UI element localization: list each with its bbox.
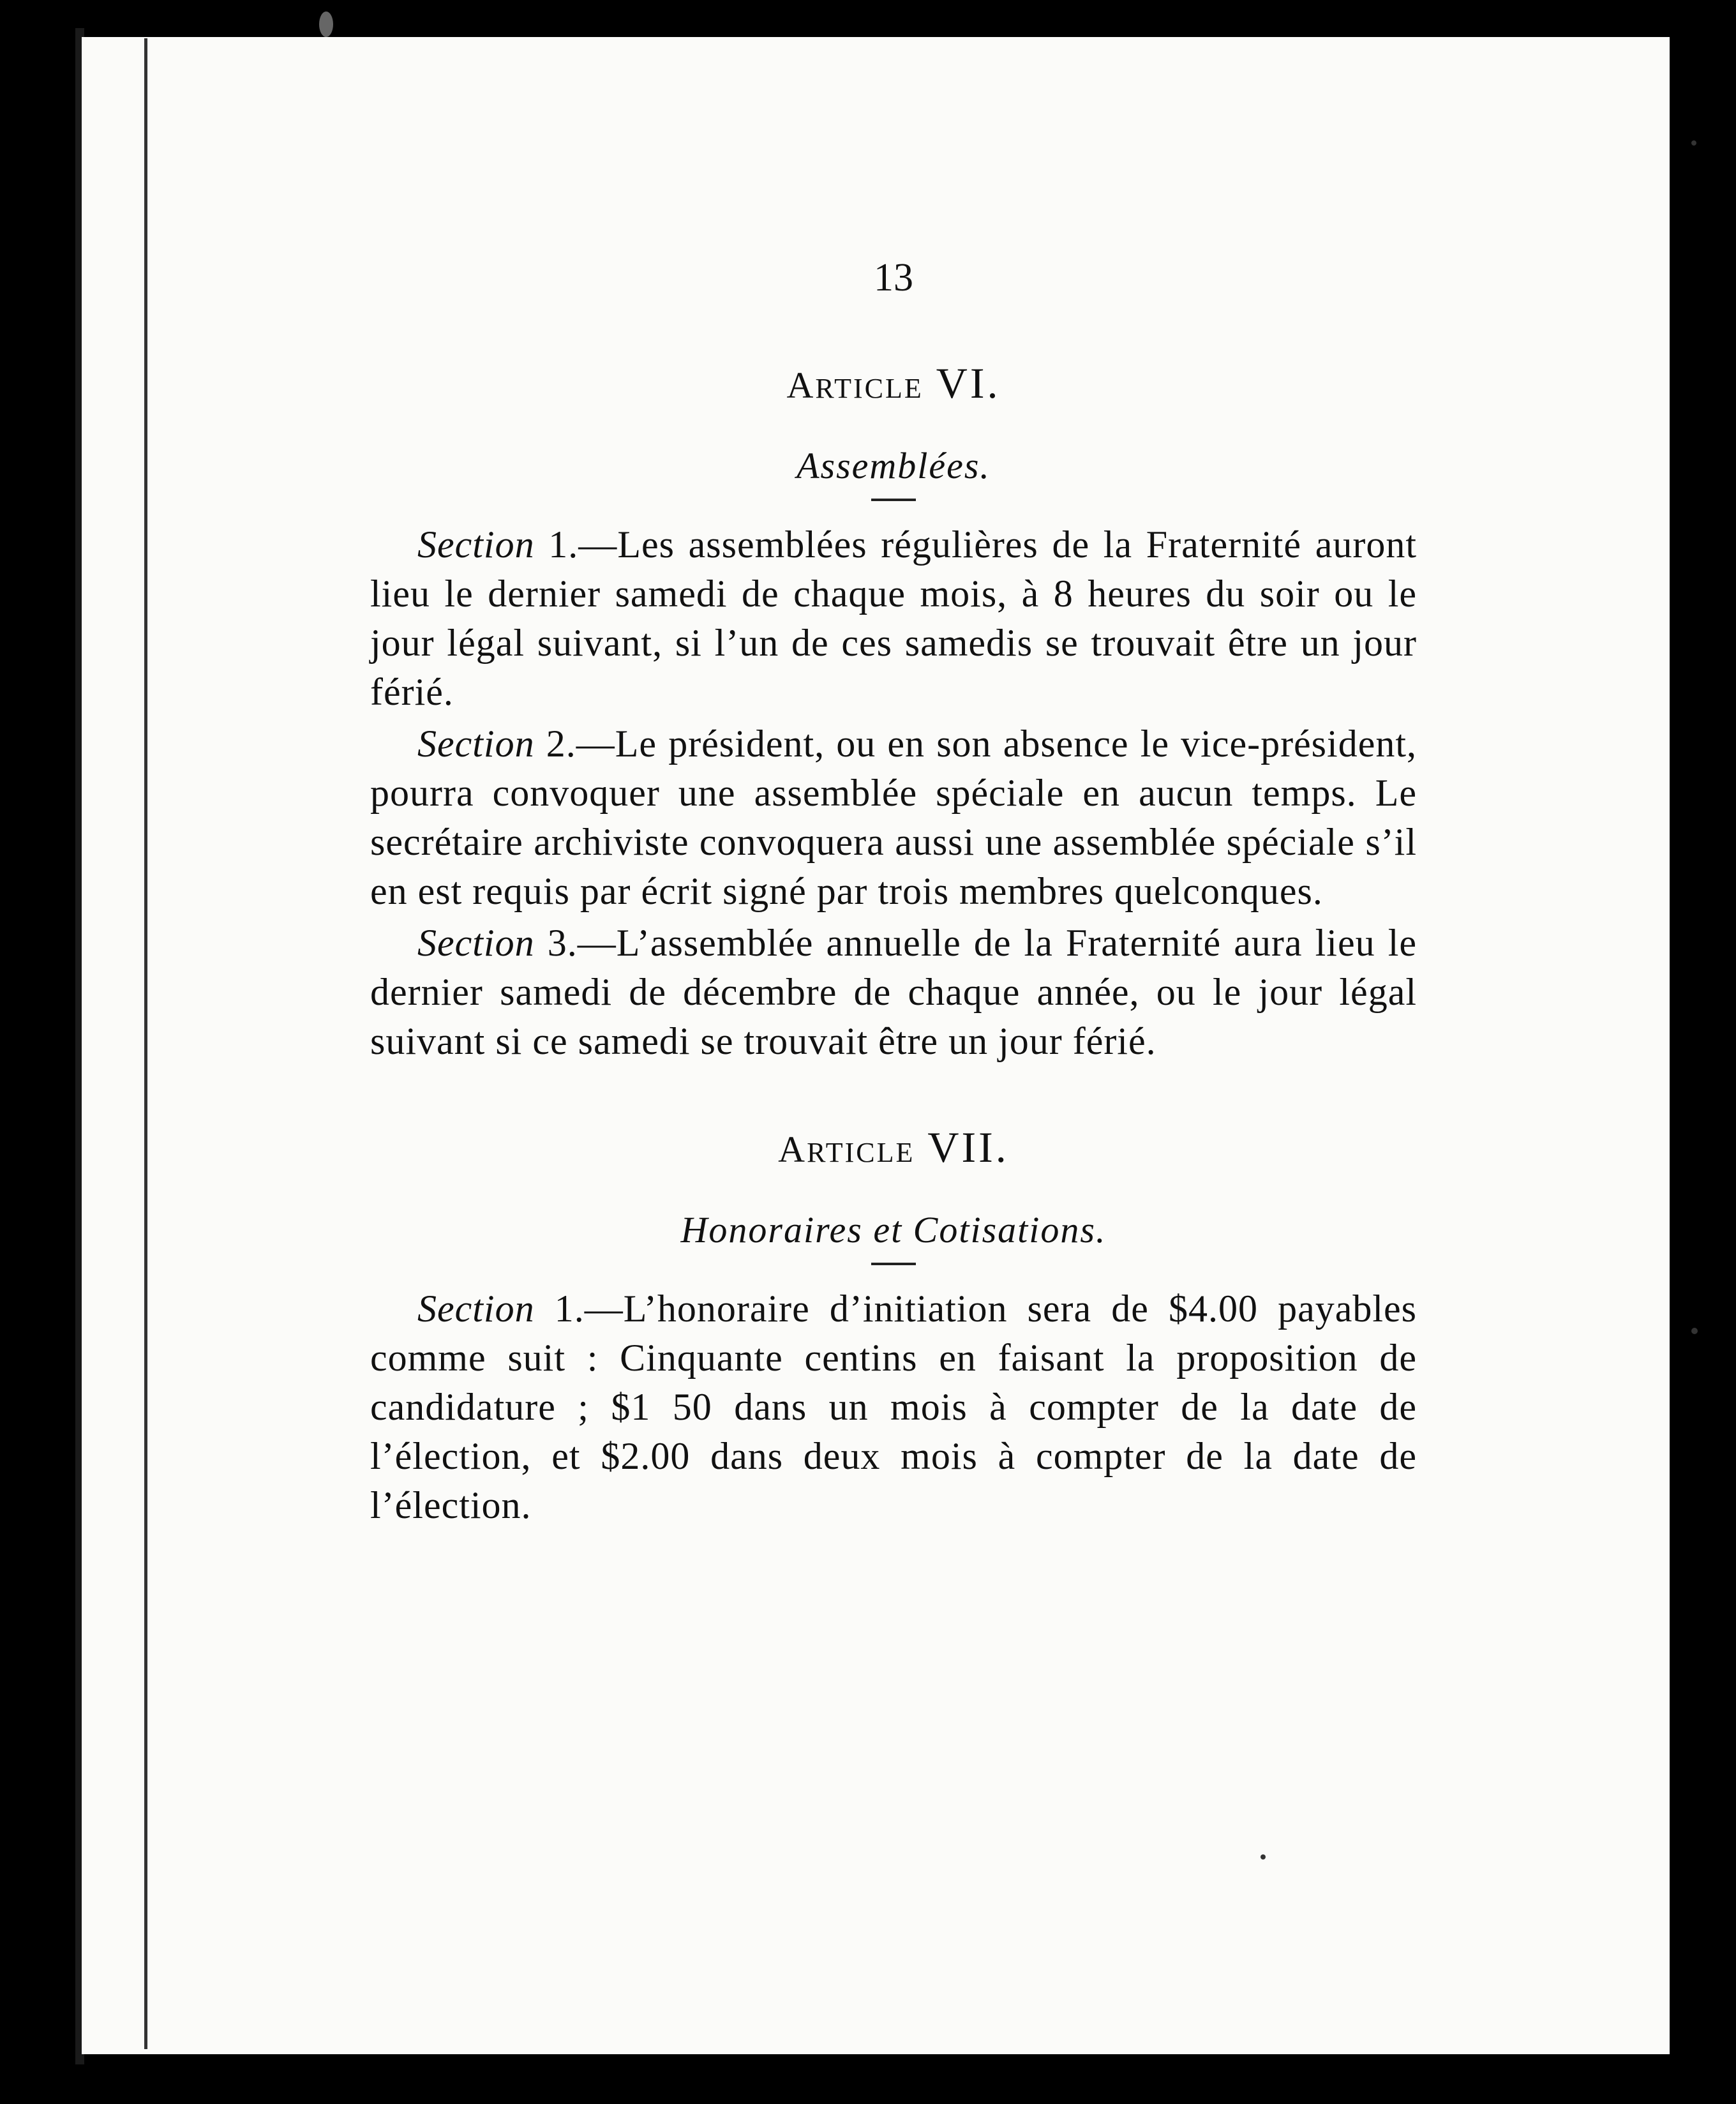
section-label: Section: [417, 1288, 535, 1330]
section-label: Section: [417, 922, 535, 964]
section-number: 1.—: [534, 523, 618, 566]
article-6-prefix-initial: A: [786, 364, 816, 406]
article-7-prefix-initial: A: [778, 1129, 807, 1170]
scan-speck: [1261, 1854, 1266, 1860]
section-text: Les assemblées régulières de la Fraternité auront lieu le dernier samedi de chaque mois, à 8 heures du soir ou le jour légal suivant, si l’un de ces samedis se trouvait être un jour férié.: [370, 523, 1418, 713]
article-7-number: VII.: [927, 1123, 1009, 1171]
scan-speck: [1691, 140, 1696, 146]
article-6-prefix-rest: RTICLE: [815, 373, 924, 404]
article-6-number: VI.: [936, 359, 1001, 407]
scan-speck: [319, 11, 333, 37]
section-label: Section: [417, 523, 535, 566]
article-7-prefix-rest: RTICLE: [807, 1137, 915, 1168]
section-number: 3.—: [534, 922, 617, 964]
page-number: 13: [874, 256, 913, 299]
article-7-section-1: [370, 1284, 1417, 1530]
section-label: Section: [417, 723, 535, 765]
page-fold-line: [144, 38, 147, 2049]
page-text: [370, 255, 1417, 1533]
section-text: L’assemblée annuelle de la Fraternité aura lieu le dernier samedi de décembre de chaque année, ou le jour légal suivant si ce samedi se trouvait être un jour férié.: [370, 922, 1417, 1062]
section-text: Le président, ou en son absence le vice-président, pourra convoquer une assemblée spéciale en aucun temps. Le secrétaire archiviste convoquera aussi une assemblée spéciale s’il en est requis par écrit signé par trois membres quelconques.: [370, 723, 1418, 912]
article-6-title: Assemblées.: [797, 445, 991, 486]
section-text: L’honoraire d’initiation sera de $4.00 payables comme suit : Cinquante centins en faisant la proposition de candidature ; $1 50 dans un mois à compter de la date de l’élection, et $2.00 dans deux mois à compter de la date de l’élection.: [370, 1288, 1418, 1526]
article-6-section-3: [370, 919, 1417, 1066]
title-rule: [871, 1263, 916, 1265]
section-number: 1.—: [534, 1288, 624, 1330]
article-6-heading: [370, 358, 1417, 409]
title-rule: [871, 499, 916, 501]
article-6-section-1: [370, 520, 1417, 717]
article-7-title: Honoraires et Cotisations.: [680, 1209, 1107, 1251]
article-7-heading: [370, 1122, 1417, 1173]
scan-speck: [1691, 1328, 1698, 1334]
section-number: 2.—: [534, 723, 615, 765]
article-6-section-2: [370, 719, 1417, 916]
